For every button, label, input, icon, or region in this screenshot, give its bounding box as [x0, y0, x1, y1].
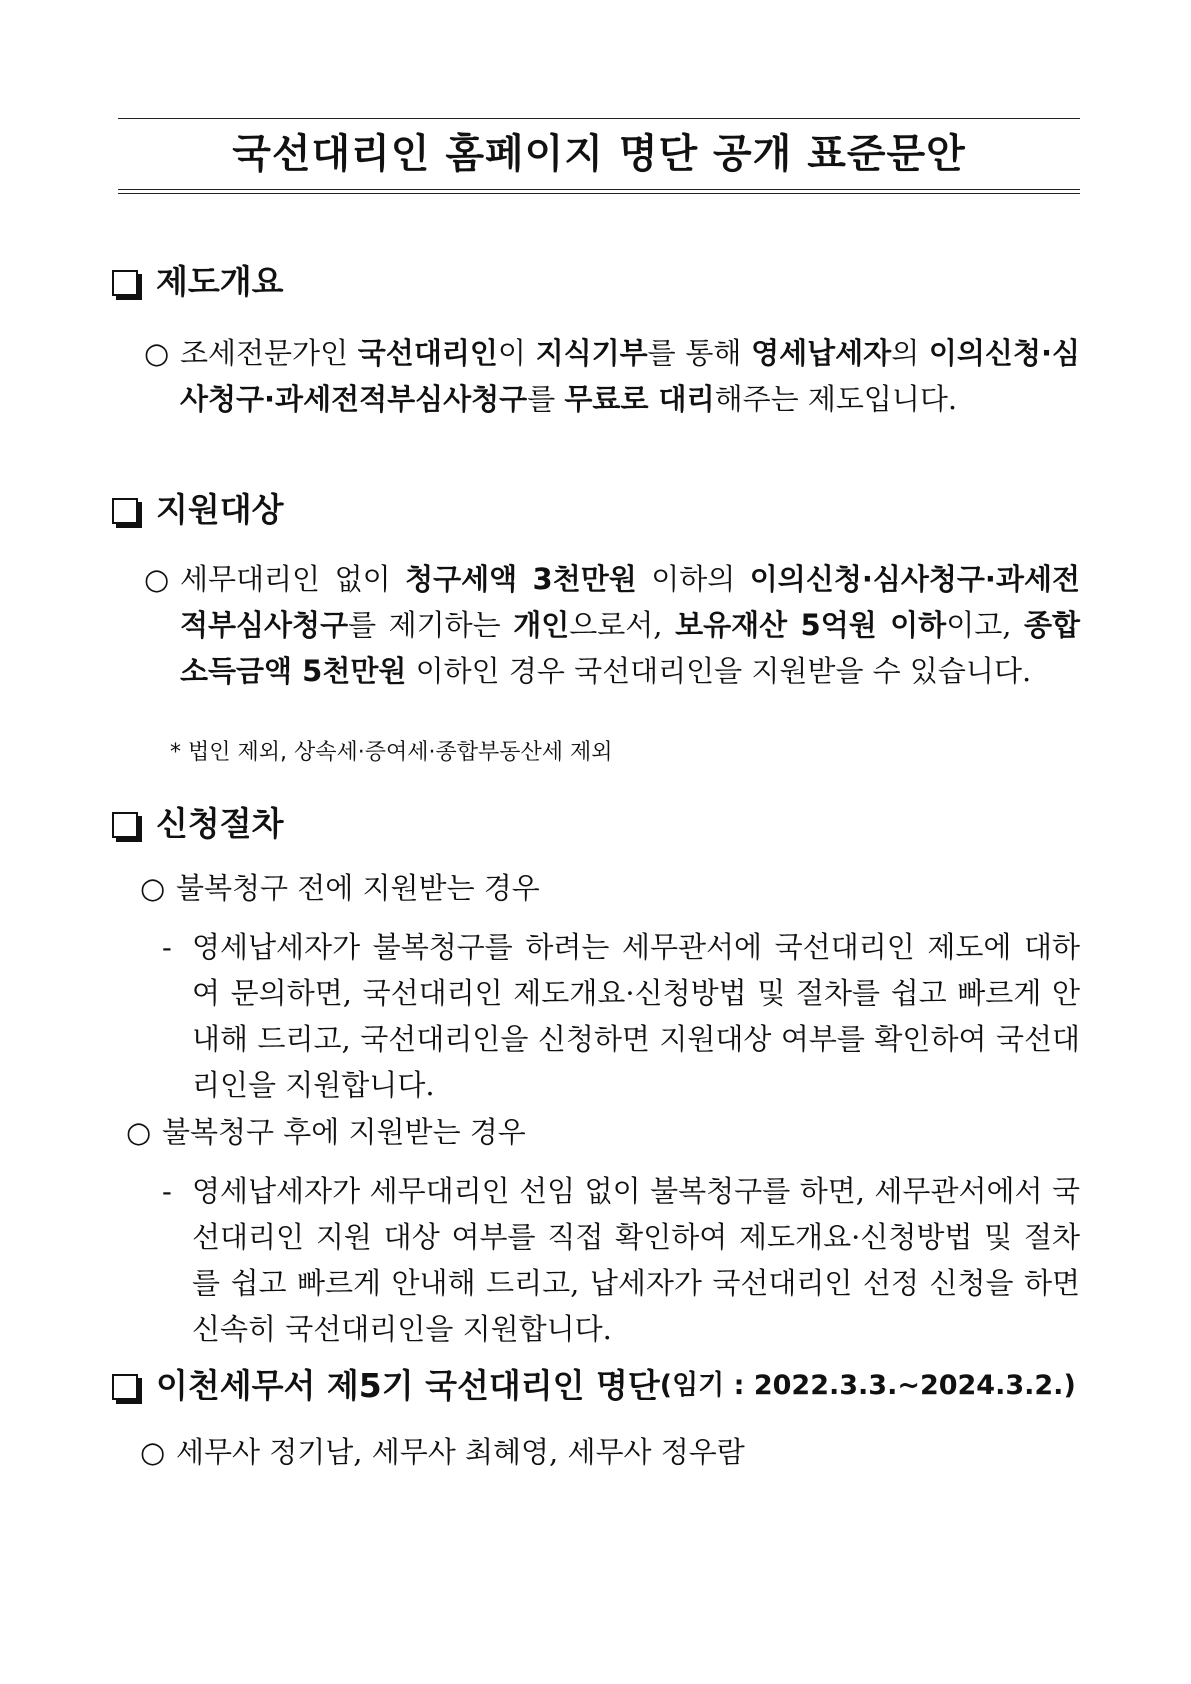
- circle-bullet-icon: ○: [144, 336, 170, 370]
- document-title: 국선대리인 홈페이지 명단 공개 표준문안: [232, 131, 966, 177]
- circle-bullet-icon: ○: [140, 871, 166, 905]
- eligibility-footnote: * 법인 제외, 상속세·증여세·종합부동산세 제외: [170, 740, 613, 765]
- section-heading-overview-text: 제도개요: [156, 262, 284, 301]
- roster-names: ○ 세무사 정기남, 세무사 최혜영, 세무사 정우람: [176, 1432, 745, 1472]
- dash-bullet-icon: -: [162, 1174, 172, 1208]
- section-heading-overview: [112, 262, 284, 302]
- overview-paragraph: ○ 조세전문가인 국선대리인이 지식기부를 통해 영세납세자의 이의신청·심사청구·과세전적부심사청구를 무료로 대리해주는 제도입니다.: [180, 330, 1080, 422]
- eligibility-paragraph: ○ 세무대리인 없이 청구세액 3천만원 이하의 이의신청·심사청구·과세전적부심사청구를 제기하는 개인으로서, 보유재산 5억원 이하이고, 종합소득금액 5천만원 이하인 경우 국선대리인을 지원받을 수 있습니다.: [180, 556, 1080, 694]
- roster-term: (임기 : 2022.3.3.~2024.3.2.): [659, 1370, 1076, 1401]
- checkbox-square-icon: [112, 812, 138, 838]
- procedure-item-after-appeal-detail: - 영세납세자가 세무대리인 선임 없이 불복청구를 하면, 세무관서에서 국선대리인 지원 대상 여부를 직접 확인하여 제도개요·신청방법 및 절차를 쉽고 빠르게 안내해 드리고, 납세자가 국선대리인 선정 신청을 하면 신속히 국선대리인을 지원합니다.: [192, 1168, 1080, 1352]
- checkbox-square-icon: [112, 498, 138, 524]
- procedure-item-before-appeal-detail: - 영세납세자가 불복청구를 하려는 세무관서에 국선대리인 제도에 대하여 문의하면, 국선대리인 제도개요·신청방법 및 절차를 쉽고 빠르게 안내해 드리고, 국선대리인을 신청하면 지원대상 여부를 확인하여 국선대리인을 지원합니다.: [192, 924, 1080, 1108]
- title-bottom-double-rule: [118, 189, 1080, 194]
- section-heading-roster: [112, 1366, 1076, 1406]
- section-heading-eligibility: [112, 490, 284, 530]
- circle-bullet-icon: ○: [126, 1115, 152, 1149]
- circle-bullet-icon: ○: [140, 1435, 166, 1469]
- procedure-item-before-appeal: ○ 불복청구 전에 지원받는 경우: [176, 868, 540, 908]
- procedure-item-after-appeal: ○ 불복청구 후에 지원받는 경우: [162, 1112, 526, 1152]
- section-heading-roster-text: 이천세무서 제5기 국선대리인 명단: [156, 1366, 660, 1405]
- section-heading-procedure-text: 신청절차: [156, 804, 284, 843]
- circle-bullet-icon: ○: [144, 562, 170, 596]
- dash-bullet-icon: -: [162, 930, 172, 964]
- section-heading-procedure: [112, 804, 284, 844]
- document-title-block: [118, 118, 1080, 194]
- checkbox-square-icon: [112, 1374, 138, 1400]
- checkbox-square-icon: [112, 270, 138, 296]
- section-heading-eligibility-text: 지원대상: [156, 490, 284, 529]
